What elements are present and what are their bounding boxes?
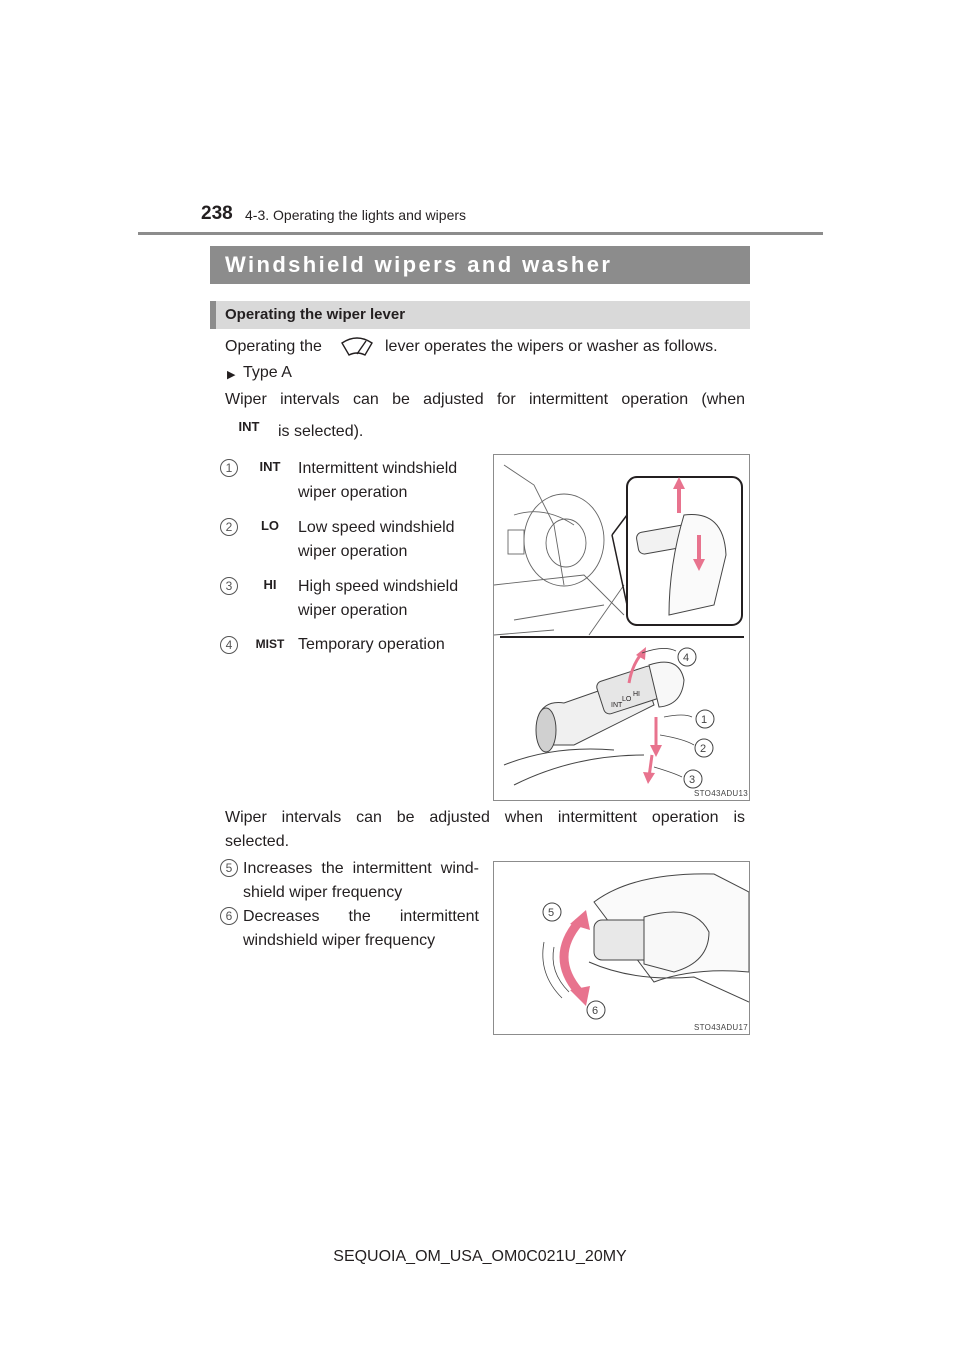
wiper-lever-illustration xyxy=(494,455,749,800)
interval-adjust-line2: selected. xyxy=(225,833,290,850)
type-label: Type A xyxy=(243,364,292,381)
interval-knob-illustration xyxy=(494,862,749,1034)
figure-code: STO43ADU17 xyxy=(694,1023,748,1032)
frequency-line2: shield wiper frequency xyxy=(243,884,403,901)
frequency-line2: windshield wiper frequency xyxy=(243,932,436,949)
position-line2: wiper operation xyxy=(298,484,408,501)
position-line2: wiper operation xyxy=(298,543,408,560)
intro-after-icon: lever operates the wipers or washer as follows. xyxy=(385,338,718,355)
footer-doc-id: SEQUOIA_OM_USA_OM0C021U_20MY xyxy=(333,1248,627,1265)
int-symbol: INT xyxy=(238,419,260,434)
position-line1: Temporary operation xyxy=(298,636,445,653)
figure-callout-1: 1 xyxy=(701,714,708,726)
section-reference: 4-3. Operating the lights and wipers xyxy=(245,207,467,223)
intro-before-icon: Operating the xyxy=(225,338,322,355)
header-rule xyxy=(138,232,823,235)
position-symbol: MIST xyxy=(255,637,285,651)
callout-6: 6 xyxy=(220,907,238,925)
position-symbol: INT xyxy=(259,459,281,474)
figure-callout-4: 4 xyxy=(683,652,690,664)
callout-5: 5 xyxy=(220,859,238,877)
figure-callout-6: 6 xyxy=(592,1005,599,1017)
figure-callout-2: 2 xyxy=(700,743,707,755)
subsection-title: Operating the wiper lever xyxy=(210,301,750,329)
bullet-arrow-icon: ▶ xyxy=(227,369,236,381)
wiper-icon xyxy=(338,333,376,357)
lever-label: HI xyxy=(633,691,640,698)
callout-4: 4 xyxy=(220,636,238,654)
callout-1: 1 xyxy=(220,459,238,477)
lever-label: LO xyxy=(622,696,632,703)
position-list xyxy=(220,455,490,665)
position-line2: wiper operation xyxy=(298,602,408,619)
figure-callout-3: 3 xyxy=(689,774,696,786)
position-line1: High speed windshield xyxy=(298,578,459,595)
frequency-line1: Decreases the intermittent xyxy=(243,908,479,925)
figure-code: STO43ADU13 xyxy=(694,789,748,798)
interval-adjust-line1: Wiper intervals can be adjusted when intermittent operation is xyxy=(225,809,745,826)
figure-callout-5: 5 xyxy=(548,907,555,919)
position-line1: Low speed windshield xyxy=(298,519,455,536)
figure-interval-knob xyxy=(493,861,750,1035)
frequency-line1: Increases the intermittent wind- xyxy=(243,860,479,877)
section-title: Windshield wipers and washer xyxy=(210,246,750,284)
lever-label: INT xyxy=(611,702,623,709)
intervals-line2: is selected). xyxy=(278,423,364,440)
callout-2: 2 xyxy=(220,518,238,536)
position-symbol: LO xyxy=(260,518,280,533)
position-line1: Intermittent windshield xyxy=(298,460,458,477)
page-number: 238 xyxy=(201,203,233,224)
figure-wiper-lever xyxy=(493,454,750,801)
callout-3: 3 xyxy=(220,577,238,595)
position-symbol: HI xyxy=(263,577,277,592)
intervals-line1: Wiper intervals can be adjusted for intermittent operation (when xyxy=(225,391,745,408)
